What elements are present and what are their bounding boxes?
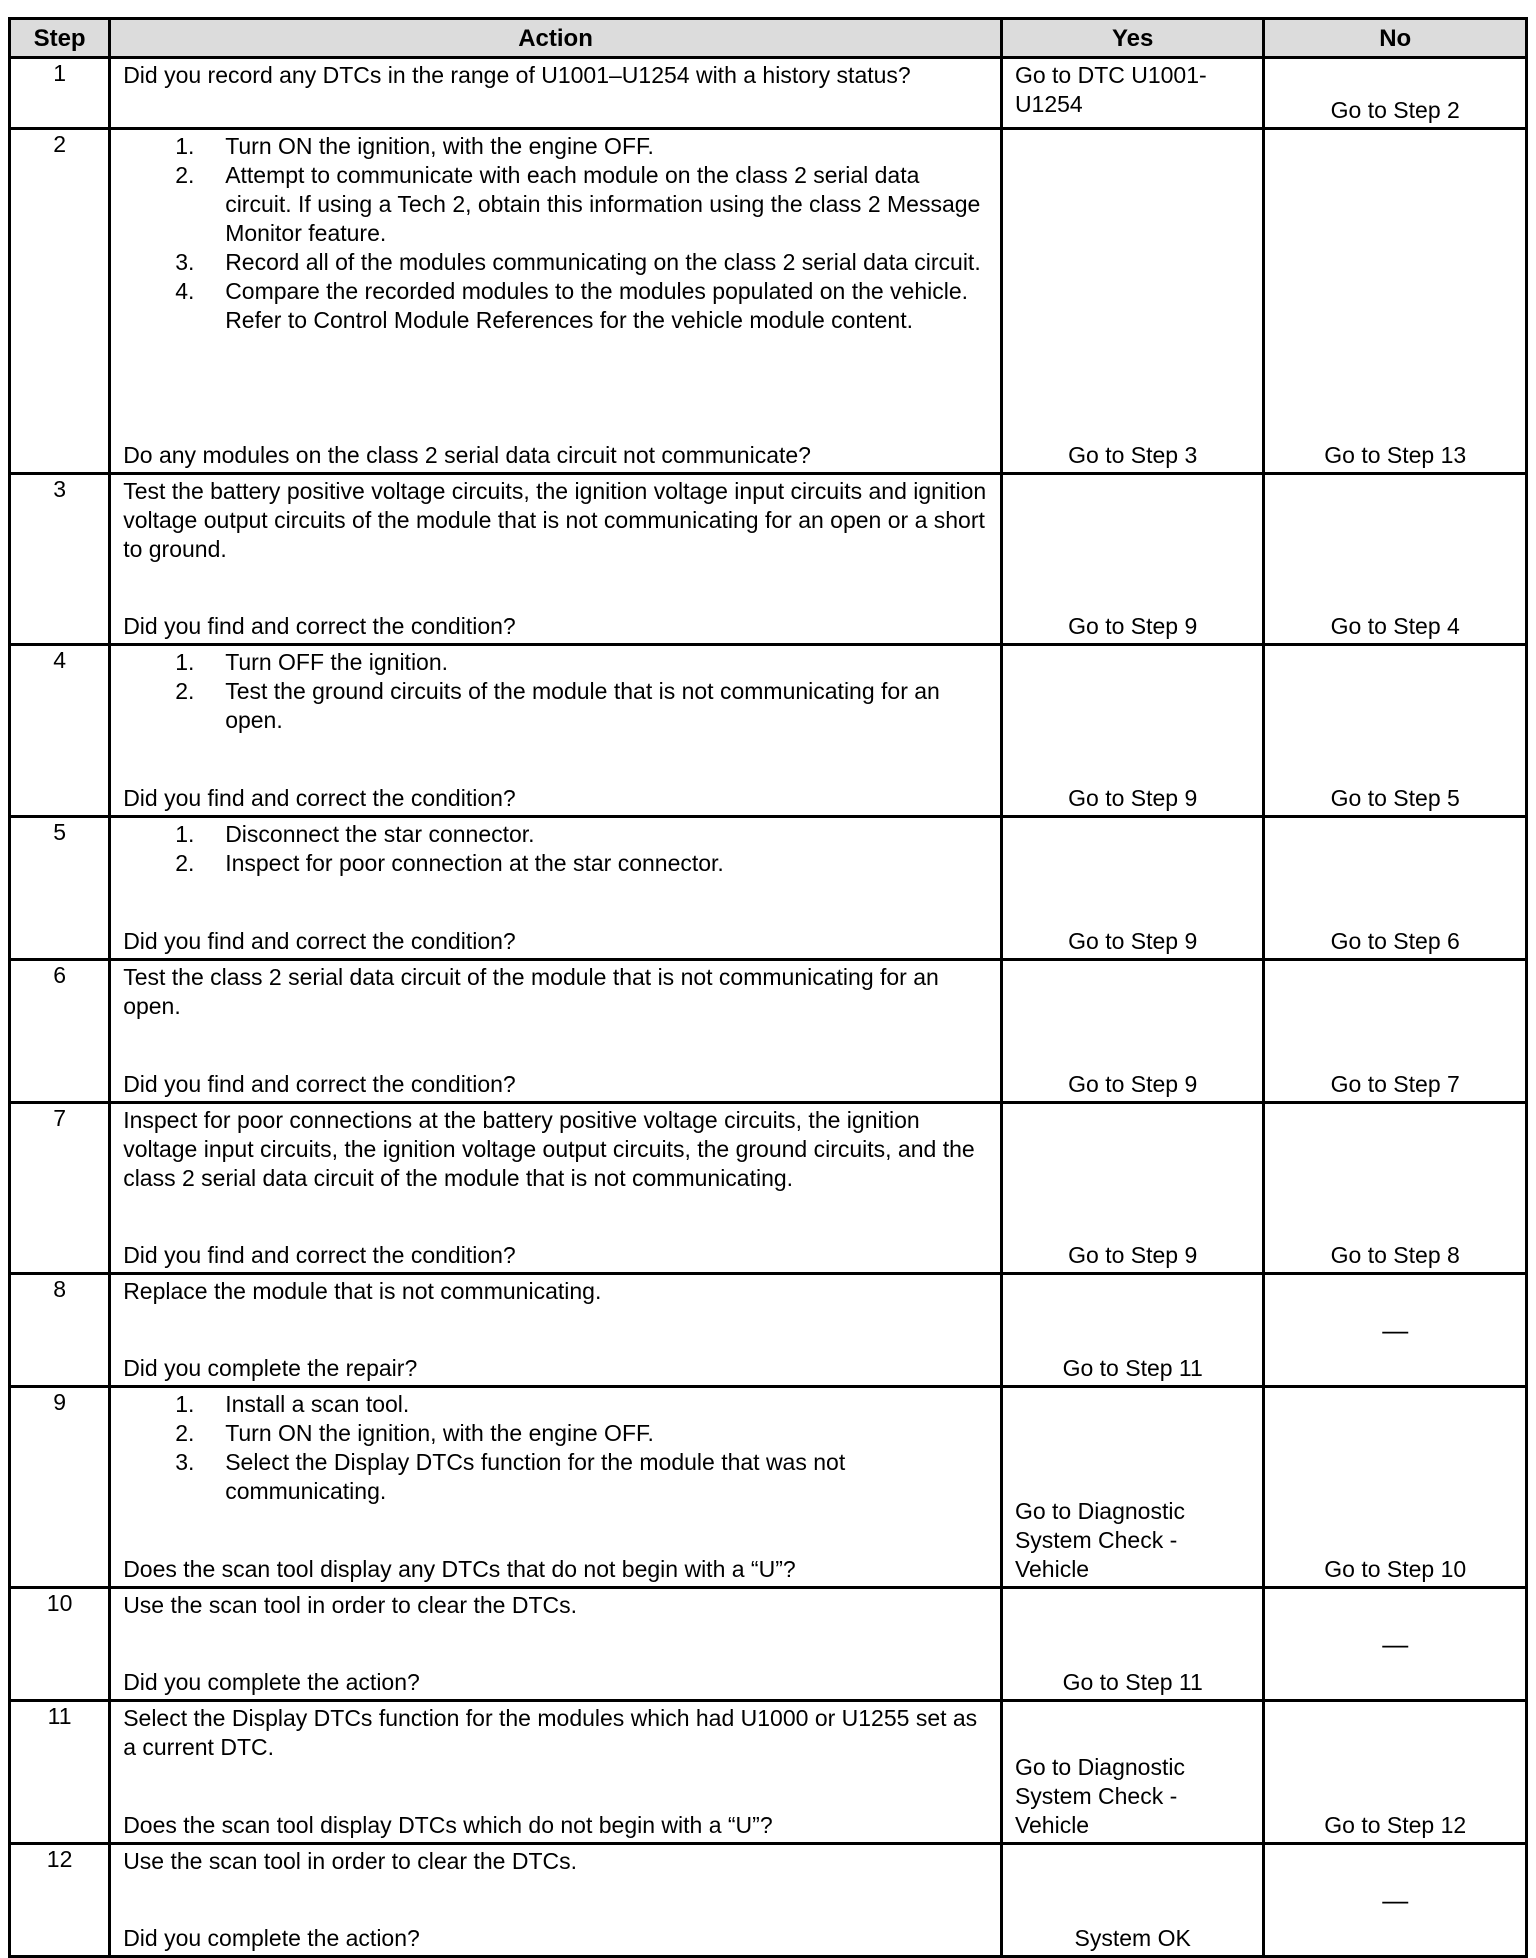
no-cell — [1264, 645, 1527, 817]
step-number: 8 — [10, 1274, 110, 1387]
header-row — [10, 19, 1527, 58]
action-cell — [110, 1387, 1002, 1588]
no-cell — [1264, 58, 1527, 129]
table-row — [10, 1103, 1527, 1274]
no-result: — — [1382, 1628, 1409, 1659]
table-row — [10, 1387, 1527, 1588]
yes-cell — [1001, 960, 1264, 1103]
step-number: 11 — [10, 1701, 110, 1844]
yes-result: Go to Step 11 — [1062, 1669, 1203, 1695]
action-text: Test the battery positive voltage circuits, the ignition voltage input circuits and ignition voltage output circuits of the module that is not communicating for an open or a short to ground. — [123, 478, 987, 562]
substep-list — [123, 820, 988, 878]
step-number: 1 — [10, 58, 110, 129]
yes-cell — [1001, 645, 1264, 817]
action-text: Test the class 2 serial data circuit of the module that is not communicating for an open. — [123, 964, 939, 1019]
no-result: Go to Step 12 — [1324, 1812, 1467, 1838]
yes-cell — [1001, 58, 1264, 129]
table-row — [10, 474, 1527, 645]
substep-item: 1. Turn ON the ignition, with the engine OFF. — [175, 133, 654, 159]
table-row — [10, 1701, 1527, 1844]
step-number: 9 — [10, 1387, 110, 1588]
yes-cell — [1001, 1844, 1264, 1957]
substep-list — [123, 1390, 988, 1506]
substep-item: 1. Turn OFF the ignition. — [175, 649, 449, 675]
action-cell — [110, 58, 1002, 129]
action-question: Did you complete the action? — [123, 1925, 420, 1951]
no-result: — — [1382, 1314, 1409, 1345]
action-cell — [110, 1844, 1002, 1957]
table-row — [10, 817, 1527, 960]
action-text: Select the Display DTCs function for the modules which had U1000 or U1255 set as a current DTC. — [123, 1705, 978, 1760]
yes-result: Go to Step 9 — [1068, 613, 1198, 639]
action-text: Inspect for poor connections at the battery positive voltage circuits, the ignition voltage input circuits, the ignition voltage output circuits, the ground circuits, and the class 2 serial data circuit of the module that is not communicating. — [123, 1107, 975, 1191]
no-result: Go to Step 13 — [1324, 442, 1467, 468]
action-cell — [110, 817, 1002, 960]
action-cell — [110, 1701, 1002, 1844]
no-cell — [1264, 1103, 1527, 1274]
yes-cell — [1001, 1701, 1264, 1844]
no-result: Go to Step 8 — [1330, 1242, 1460, 1268]
action-cell — [110, 1588, 1002, 1701]
yes-cell — [1001, 474, 1264, 645]
yes-result: Go to Diagnostic System Check - Vehicle — [1014, 1754, 1185, 1838]
no-cell — [1264, 960, 1527, 1103]
action-question: Does the scan tool display DTCs which do not begin with a “U”? — [123, 1812, 773, 1838]
no-cell — [1264, 1387, 1527, 1588]
substep-item: 1. Disconnect the star connector. — [175, 821, 535, 847]
action-question: Did you complete the repair? — [123, 1355, 418, 1381]
substep-item: 3. Record all of the modules communicating on the class 2 serial data circuit. — [175, 249, 981, 275]
action-text: Did you record any DTCs in the range of U1001–U1254 with a history status? — [123, 62, 911, 88]
no-result: Go to Step 4 — [1330, 613, 1460, 639]
substep-item: 1. Install a scan tool. — [175, 1391, 410, 1417]
action-text: Use the scan tool in order to clear the DTCs. — [123, 1848, 577, 1874]
action-question: Did you find and correct the condition? — [123, 613, 516, 639]
header-yes: Yes — [1001, 19, 1264, 58]
yes-result: System OK — [1074, 1925, 1191, 1951]
step-number: 5 — [10, 817, 110, 960]
action-text: Replace the module that is not communicating. — [123, 1278, 602, 1304]
header-no: No — [1264, 19, 1527, 58]
no-result: Go to Step 7 — [1330, 1071, 1460, 1097]
action-question: Do any modules on the class 2 serial data circuit not communicate? — [123, 442, 811, 468]
yes-result: Go to Step 11 — [1062, 1355, 1203, 1381]
table-row — [10, 1274, 1527, 1387]
yes-cell — [1001, 1588, 1264, 1701]
diagnostic-table — [8, 17, 1528, 1958]
step-number: 7 — [10, 1103, 110, 1274]
yes-result: Go to Step 9 — [1068, 1242, 1198, 1268]
action-question: Did you find and correct the condition? — [123, 1071, 516, 1097]
substep-item: 2. Attempt to communicate with each module on the class 2 serial data circuit. If using a Tech 2, obtain this information using the class 2 Message Monitor feature. — [175, 162, 981, 246]
yes-cell — [1001, 1274, 1264, 1387]
table-row — [10, 129, 1527, 474]
no-result: Go to Step 2 — [1330, 97, 1460, 123]
step-number: 4 — [10, 645, 110, 817]
no-cell — [1264, 474, 1527, 645]
yes-cell — [1001, 817, 1264, 960]
header-step: Step — [10, 19, 110, 58]
yes-result: Go to Step 3 — [1068, 442, 1198, 468]
yes-cell — [1001, 1387, 1264, 1588]
yes-result: Go to Step 9 — [1068, 928, 1198, 954]
action-cell — [110, 645, 1002, 817]
action-cell — [110, 1103, 1002, 1274]
action-question: Did you find and correct the condition? — [123, 928, 516, 954]
action-text: Use the scan tool in order to clear the DTCs. — [123, 1592, 577, 1618]
no-cell — [1264, 1588, 1527, 1701]
substep-list — [123, 132, 988, 335]
action-cell — [110, 960, 1002, 1103]
no-result: — — [1382, 1884, 1409, 1915]
header-action: Action — [110, 19, 1002, 58]
no-cell — [1264, 1844, 1527, 1957]
no-cell — [1264, 1701, 1527, 1844]
action-question: Did you find and correct the condition? — [123, 785, 516, 811]
step-number: 3 — [10, 474, 110, 645]
no-result: Go to Step 5 — [1330, 785, 1460, 811]
step-number: 12 — [10, 1844, 110, 1957]
no-result: Go to Step 10 — [1324, 1556, 1467, 1582]
substep-item: 2. Inspect for poor connection at the star connector. — [175, 850, 724, 876]
table-row — [10, 58, 1527, 129]
yes-result: Go to Step 9 — [1068, 785, 1198, 811]
substep-list — [123, 648, 988, 735]
action-cell — [110, 1274, 1002, 1387]
yes-cell — [1001, 129, 1264, 474]
table-row — [10, 1588, 1527, 1701]
yes-result: Go to Diagnostic System Check - Vehicle — [1014, 1498, 1185, 1582]
action-question: Did you find and correct the condition? — [123, 1242, 516, 1268]
action-cell — [110, 129, 1002, 474]
no-cell — [1264, 129, 1527, 474]
yes-cell — [1001, 1103, 1264, 1274]
yes-result: Go to DTC U1001-U1254 — [1014, 62, 1207, 117]
action-question: Does the scan tool display any DTCs that do not begin with a “U”? — [123, 1556, 796, 1582]
action-cell — [110, 474, 1002, 645]
no-cell — [1264, 1274, 1527, 1387]
table-row — [10, 1844, 1527, 1957]
step-number: 10 — [10, 1588, 110, 1701]
no-result: Go to Step 6 — [1330, 928, 1460, 954]
table-row — [10, 960, 1527, 1103]
action-question: Did you complete the action? — [123, 1669, 420, 1695]
yes-result: Go to Step 9 — [1068, 1071, 1198, 1097]
substep-item: 3. Select the Display DTCs function for the module that was not communicating. — [175, 1449, 846, 1504]
substep-item: 4. Compare the recorded modules to the modules populated on the vehicle. Refer to Control Module References for the vehicle module content. — [175, 278, 969, 333]
step-number: 6 — [10, 960, 110, 1103]
table-row — [10, 645, 1527, 817]
step-number: 2 — [10, 129, 110, 474]
substep-item: 2. Turn ON the ignition, with the engine OFF. — [175, 1420, 654, 1446]
substep-item: 2. Test the ground circuits of the module that is not communicating for an open. — [175, 678, 940, 733]
no-cell — [1264, 817, 1527, 960]
